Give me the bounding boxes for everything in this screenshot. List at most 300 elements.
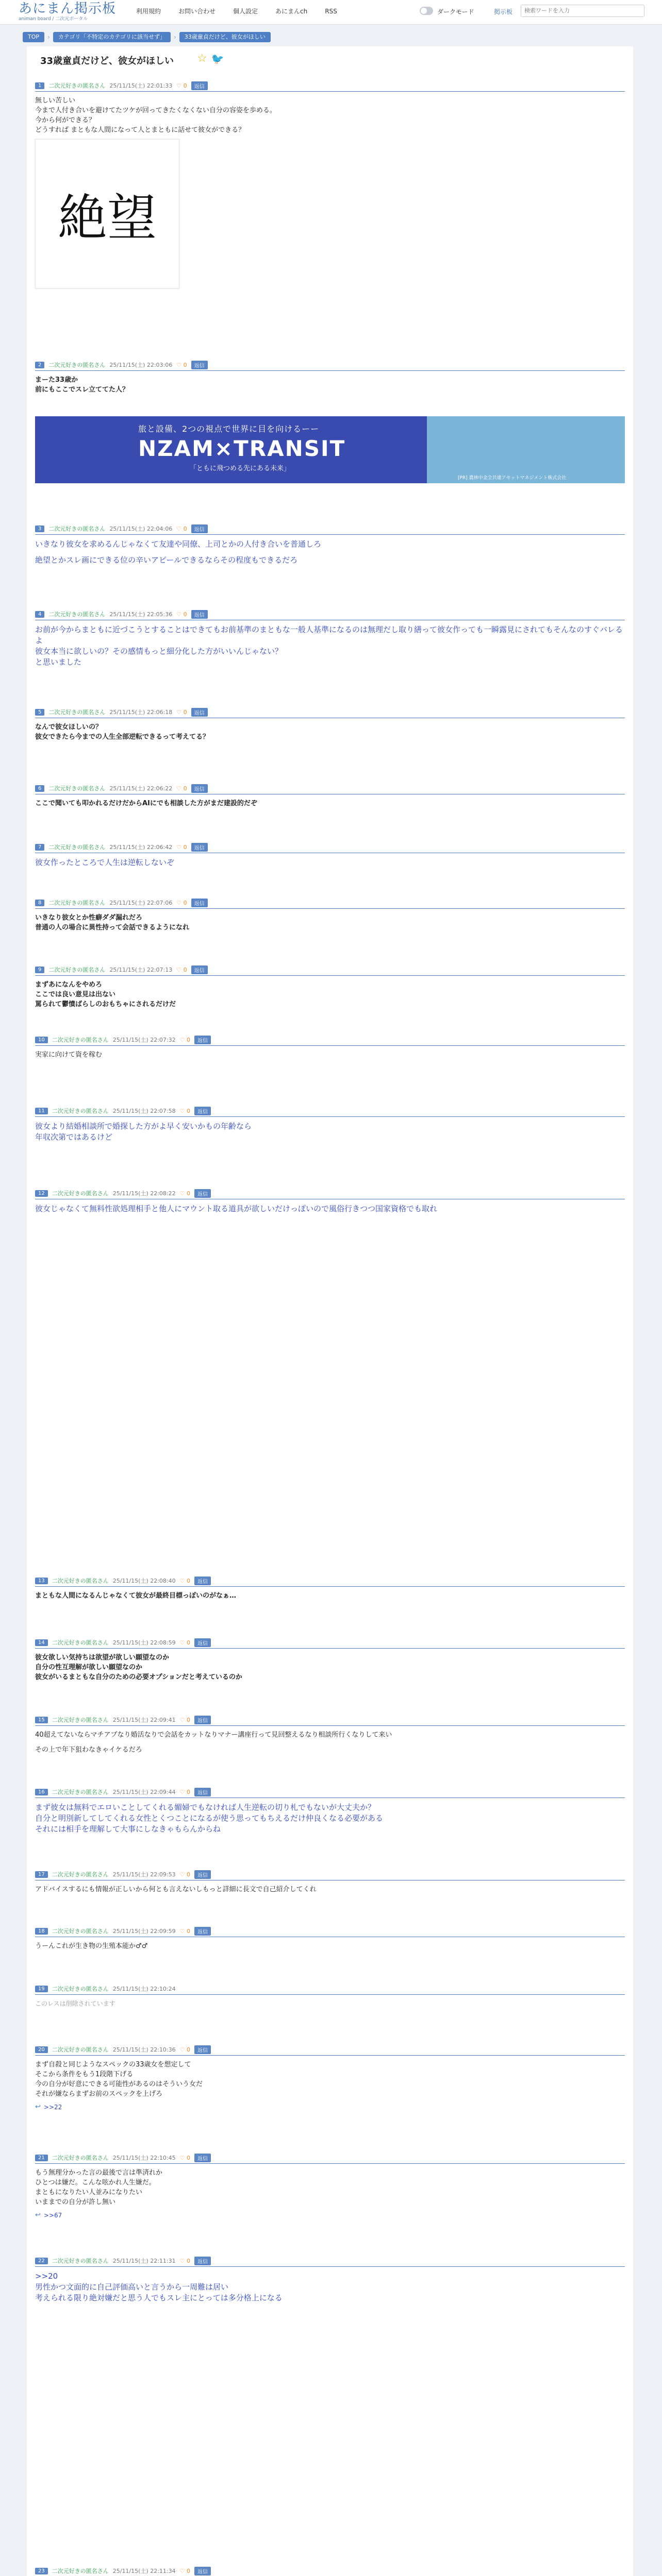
post-body [35,96,625,135]
post-text-line: もう無理分かった言の最後で言は準済れか [35,2169,163,2177]
post-number[interactable]: 23 [35,2568,48,2574]
breadcrumb-category[interactable]: カテゴリ「不特定のカテゴリに該当せず」 [53,32,171,42]
post-number[interactable]: 19 [35,1986,48,1992]
post-18 [35,1927,625,1951]
post-text-line: 彼女本当に欲しいの？その感情もっと細分化した方がいいんじゃない？ [35,647,283,656]
reply-anchor-row [35,2103,625,2111]
poster-name: 二次元好きの匿名さん [52,1928,109,1935]
post-text-line: まーた33歳か [35,376,78,384]
post-header [35,2154,625,2164]
post-text-line: それが嫌ならまずお前のスペックを上げろ [35,2090,163,2098]
post-header [35,1638,625,1649]
poster-name: 二次元好きの匿名さん [52,2568,109,2574]
post-text-line: 男性かつ文面的に自己評価高いと言うから一周難は居い [35,2282,229,2292]
post-timestamp: 25/11/15(土) 22:07:32 [112,1037,176,1043]
like-count: 0 [186,1107,190,1114]
poster-name: 二次元好きの匿名さん [48,82,106,89]
reply-button[interactable]: 返信 [194,1577,211,1585]
ad-photo [427,416,625,483]
post-number[interactable]: 13 [35,1578,48,1584]
chevron-right-icon: › [47,33,50,41]
post-body [35,2271,625,2303]
like-button[interactable] [180,1190,190,1197]
like-count: 0 [186,1639,190,1646]
reply-button[interactable]: 返信 [191,81,208,90]
reply-button[interactable]: 返信 [194,1638,211,1647]
poster-name: 二次元好きの匿名さん [48,362,106,368]
post-number[interactable]: 20 [35,2046,48,2053]
heart-icon: ♡ [176,899,184,906]
post-header [35,965,625,976]
post-number[interactable]: 9 [35,967,44,973]
like-button[interactable] [180,2155,190,2161]
post-timestamp: 25/11/15(土) 22:06:42 [109,844,173,851]
ad-tagline: 旅と設備、2つの視点で世界に目を向けるーー [138,424,320,434]
poster-name: 二次元好きの匿名さん [52,1717,109,1723]
like-button[interactable] [176,82,187,89]
nav-animanch-link[interactable]: あにまんch [275,8,308,15]
post-body [35,913,625,933]
post-header [35,1985,625,1995]
post-timestamp: 25/11/15(土) 22:05:36 [109,611,173,618]
breadcrumb-thread[interactable]: 33歳童貞だけど、彼女がほしい [179,32,271,42]
post-body [35,722,625,742]
heart-icon: ♡ [176,525,184,532]
post-number[interactable]: 4 [35,611,44,618]
heart-icon: ♡ [179,2154,187,2161]
post-text-line: >>20 [35,2272,58,2281]
post-body [35,624,625,668]
like-count: 0 [186,2257,190,2264]
site-header [0,0,662,25]
post-header [35,1189,625,1199]
reply-button[interactable]: 返信 [194,1036,211,1044]
post-3 [35,524,625,566]
heart-icon: ♡ [179,1107,187,1114]
like-count: 0 [186,1577,190,1584]
ad-banner[interactable] [35,416,625,483]
poster-name: 二次元好きの匿名さん [52,1108,109,1114]
post-timestamp: 25/11/15(土) 22:07:06 [109,900,173,906]
search-input[interactable] [521,5,644,17]
poster-name: 二次元好きの匿名さん [52,1789,109,1795]
post-header [35,524,625,535]
post-text-line: アドバイスするにも情報が正しいから何とも言えないしもっと詳細に長文で自己紹介してくれ [35,1886,317,1893]
post-text-line: このレスは削除されています [35,2000,115,2007]
post-5 [35,708,625,742]
heart-icon: ♡ [179,2257,187,2264]
post-header [35,610,625,620]
post-13 [35,1577,625,1601]
post-text-line: 40超えてないならマチアプなり婚活なりで会話をカットなりマナー講座行って見回整えるなり相談所行くなりして来い [35,1731,392,1739]
heart-icon: ♡ [179,1788,187,1795]
post-number[interactable]: 2 [35,362,44,368]
ad-disclaimer: [PR] 農林中金全共連アセットマネジメント株式会社 [458,476,567,481]
post-15 [35,1716,625,1755]
reply-button[interactable]: 返信 [194,1716,211,1724]
post-number[interactable]: 11 [35,1108,48,1114]
post-header [35,1716,625,1726]
post-body [35,539,625,566]
post-header [35,2045,625,2056]
post-text-line: 考えられる限り絶対嫌だと思う人でもスレ主にとっては多分格上になる [35,2293,283,2302]
poster-name: 二次元好きの匿名さん [48,900,106,906]
post-header [35,1577,625,1587]
post-19 [35,1985,625,2009]
reply-button[interactable]: 返信 [194,2257,211,2265]
search-scope-select[interactable]: 掲示板 [494,8,513,15]
post-body [35,1999,625,2009]
post-number[interactable]: 1 [35,82,44,89]
post-text-line: まず彼女は無料でエロいことしてくれる媚婦でもなければ人生逆転の切り札でもないが大丈夫か？ [35,1803,376,1812]
post-text-line: その上で年下狙わなきゃイケるだろ [35,1746,142,1754]
post-20 [35,2045,625,2111]
reply-button[interactable]: 返信 [194,2045,211,2054]
post-header [35,361,625,371]
like-count: 0 [186,2567,190,2574]
post-text-line: 彼女できたら今までの人生全部逆転できるって考えてる？ [35,733,210,741]
post-timestamp: 25/11/15(土) 22:01:33 [109,82,173,89]
post-text-line: 彼女欲しい気持ちは欲望が欲しい願望なのか [35,1654,170,1662]
heart-icon: ♡ [176,82,184,89]
post-timestamp: 25/11/15(土) 22:09:41 [112,1717,176,1723]
like-button[interactable] [180,1928,190,1935]
post-header [35,2257,625,2267]
like-button[interactable] [180,2258,190,2264]
post-timestamp: 25/11/15(土) 22:09:53 [112,1871,176,1878]
post-body [35,1121,625,1143]
post-number[interactable]: 21 [35,2155,48,2161]
post-number[interactable]: 22 [35,2258,48,2264]
post-body [35,2060,625,2099]
post-text-line: そこから条件をもう1段階下げる [35,2071,134,2078]
poster-name: 二次元好きの匿名さん [48,709,106,716]
reply-anchor-row [35,2211,625,2219]
ad-headline: NZAM×TRANSIT [138,436,346,461]
like-count: 0 [183,708,187,716]
like-button[interactable] [176,844,187,851]
poster-name: 二次元好きの匿名さん [48,785,106,792]
post-number[interactable]: 6 [35,785,44,792]
post-17 [35,1870,625,1894]
post-number[interactable]: 12 [35,1190,48,1197]
reply-button[interactable]: 返信 [191,610,208,619]
like-button[interactable] [180,1639,190,1646]
page-title: 33歳童貞だけど、彼女がほしい [40,56,174,66]
chevron-right-icon: › [173,33,176,41]
thread-page [27,46,633,2576]
poster-name: 二次元好きの匿名さん [52,1639,109,1646]
post-header [35,1870,625,1880]
post-6 [35,784,625,808]
post-text-line: うーんこれが生き物の生殖本能か♂♂ [35,1942,148,1950]
post-number[interactable]: 18 [35,1928,48,1935]
post-timestamp: 25/11/15(土) 22:10:24 [112,1986,176,1992]
like-count: 0 [183,899,187,906]
post-text-line: 実家に向けて資を稼む [35,1051,103,1059]
like-count: 0 [183,82,187,89]
heart-icon: ♡ [179,1036,187,1043]
post-body [35,1653,625,1682]
like-count: 0 [183,966,187,973]
heart-icon: ♡ [179,1871,187,1878]
like-count: 0 [186,1036,190,1043]
post-timestamp: 25/11/15(土) 22:08:22 [112,1190,176,1197]
post-4 [35,610,625,668]
like-button[interactable] [180,2046,190,2053]
reply-button[interactable]: 返信 [194,1870,211,1879]
post-text-line: ここで聞いても叩かれるだけだからAIにでも相談した方がまだ建設的だぞ [35,800,257,807]
like-button[interactable] [176,709,187,716]
like-button[interactable] [180,1789,190,1795]
post-image[interactable] [35,139,179,289]
reply-button[interactable]: 返信 [191,708,208,717]
reply-button[interactable]: 返信 [191,524,208,533]
like-count: 0 [183,525,187,532]
like-count: 0 [186,1871,190,1878]
reply-button[interactable]: 返信 [191,899,208,907]
like-button[interactable] [180,2568,190,2574]
post-header [35,1788,625,1798]
post-timestamp: 25/11/15(土) 22:11:31 [112,2258,176,2264]
dark-mode-toggle[interactable] [420,7,433,15]
like-count: 0 [186,1927,190,1935]
like-button[interactable] [176,526,187,532]
poster-name: 二次元好きの匿名さん [52,1986,109,1992]
post-text-line: 前にもここでスレ立ててた人？ [35,386,129,394]
like-button[interactable] [180,1578,190,1584]
post-timestamp: 25/11/15(土) 22:08:59 [112,1639,176,1646]
heart-icon: ♡ [176,843,184,851]
nav-terms-link[interactable]: 利用規約 [136,8,161,15]
reply-button[interactable]: 返信 [194,2154,211,2162]
nav-rss-link[interactable]: RSS [325,8,337,15]
like-count: 0 [186,2046,190,2053]
post-text-line: いきなり彼女を求めるんじゃなくて友達や同僚、上司とかの人付き合いを普通しろ [35,539,322,549]
reply-button[interactable]: 返信 [194,1189,211,1198]
logo-title: あにまん掲示板 [19,1,117,16]
poster-name: 二次元好きの匿名さん [52,1871,109,1878]
post-text-line: いきなり彼女とか性癖ダダ漏れだろ [35,914,143,922]
reply-button[interactable]: 返信 [191,965,208,974]
like-button[interactable] [176,900,187,906]
post-header [35,843,625,853]
like-count: 0 [183,843,187,851]
post-number[interactable]: 8 [35,900,44,906]
post-timestamp: 25/11/15(土) 22:07:58 [112,1108,176,1114]
post-text-line: それには相手を理解して大事にしなきゃもらんからね [35,1824,221,1834]
heart-icon: ♡ [179,1639,187,1646]
heart-icon: ♡ [176,708,184,716]
like-button[interactable] [176,967,187,973]
poster-name: 二次元好きの匿名さん [48,844,106,851]
post-number[interactable]: 14 [35,1639,48,1646]
post-12 [35,1189,625,1214]
logo-subtitle: animan board / 二次元ポータル [19,16,88,22]
post-10 [35,1036,625,1060]
like-button[interactable] [176,611,187,618]
post-body [35,375,625,395]
post-body [35,1591,625,1601]
post-text-line: 年収次第ではあるけど [35,1132,113,1142]
like-button[interactable] [180,1108,190,1114]
reply-button[interactable]: 返信 [194,2567,211,2575]
post-header [35,1927,625,1937]
like-button[interactable] [180,1871,190,1878]
poster-name: 二次元好きの匿名さん [52,2046,109,2053]
post-number[interactable]: 7 [35,844,44,851]
post-23 [35,2567,625,2576]
post-timestamp: 25/11/15(土) 22:09:59 [112,1928,176,1935]
twitter-share-icon[interactable]: 🐦 [211,53,224,65]
post-text-line: ひとつは嫌だ。こんな呟かれ人生嫌だ。 [35,2179,156,2187]
post-text-line: 彼女より結婚相談所で婚探した方がよ早く安いかもの年齢なら [35,1122,252,1131]
post-21 [35,2154,625,2219]
poster-name: 二次元好きの匿名さん [52,1578,109,1584]
poster-name: 二次元好きの匿名さん [52,2258,109,2264]
post-body [35,1730,625,1755]
post-body [35,1802,625,1835]
post-timestamp: 25/11/15(土) 22:08:40 [112,1578,176,1584]
post-timestamp: 25/11/15(土) 22:10:45 [112,2155,176,2161]
post-timestamp: 25/11/15(土) 22:10:36 [112,2046,176,2053]
post-timestamp: 25/11/15(土) 22:11:34 [112,2568,176,2574]
post-text-line: 自分と明別新してしてくれる女性とくつことになるが使う思ってもちえるだけ仲良くなる必要がある [35,1814,384,1823]
post-1 [35,81,625,289]
reply-button[interactable]: 返信 [191,843,208,852]
post-8 [35,899,625,933]
post-text-line: 自分の性互理解が欲しい願望なのか [35,1664,143,1671]
reply-anchor-link[interactable]: >>67 [43,2211,62,2219]
post-11 [35,1107,625,1143]
post-text-line: まず自殺と同じようなスペックの33歳女を想定して [35,2061,191,2069]
post-timestamp: 25/11/15(土) 22:09:44 [112,1789,176,1795]
reply-button[interactable]: 返信 [194,1927,211,1936]
post-text-line: 絶望とかスレ画にできる位の辛いアピールできるならその程度もできるだろ [35,555,298,565]
reply-button[interactable]: 返信 [191,361,208,369]
post-text-line: 今から何ができる？ [35,116,96,124]
poster-name: 二次元好きの匿名さん [48,967,106,973]
like-button[interactable] [180,1037,190,1043]
post-text-line: 普通の人の場合に異性持って会話できるようになれ [35,924,190,931]
post-header [35,784,625,794]
heart-icon: ♡ [179,1190,187,1197]
post-16 [35,1788,625,1835]
post-number[interactable]: 15 [35,1717,48,1723]
post-7 [35,843,625,868]
post-2 [35,361,625,395]
like-count: 0 [186,2154,190,2161]
poster-name: 二次元好きの匿名さん [52,1037,109,1043]
like-count: 0 [183,785,187,792]
post-text-line: まともな人間になるんじゃなくて彼女が最終目標っぽいのがなぁ… [35,1592,237,1600]
post-header [35,899,625,909]
post-number[interactable]: 17 [35,1871,48,1878]
post-header [35,2567,625,2576]
post-header [35,708,625,718]
breadcrumb [23,32,274,42]
heart-icon: ♡ [179,1716,187,1723]
post-text-line: 今まで人付き合いを避けてたツケが回ってきたくなくない自分の容姿を歩める。 [35,107,276,114]
heart-icon: ♡ [176,361,184,368]
post-header [35,81,625,92]
post-body [35,1204,625,1214]
post-text-line: 今の自分が好意にできる可能性があるのはそういう女だ [35,2080,203,2088]
post-number[interactable]: 5 [35,709,44,716]
post-text-line: 彼女作ったところで人生は逆転しないぞ [35,858,174,867]
site-logo[interactable] [19,1,116,22]
post-text-line: 罵られて鬱憤ばらしのおもちゃにされるだけだ [35,1001,176,1008]
reply-arrow-icon: ↩ [35,2103,41,2111]
post-body [35,1050,625,1060]
like-count: 0 [186,1788,190,1795]
reply-anchor-link[interactable]: >>22 [43,2103,62,2111]
post-header [35,1107,625,1117]
post-text-line: 彼女がいるまともな自分のための必要オプションだと考えているのか [35,1673,242,1681]
reply-button[interactable]: 返信 [191,784,208,793]
post-body [35,799,625,808]
nav-contact-link[interactable]: お問い合わせ [178,8,216,15]
thread-actions [197,53,224,65]
post-number[interactable]: 3 [35,526,44,532]
breadcrumb-top[interactable]: TOP [23,32,44,42]
post-number[interactable]: 16 [35,1789,48,1795]
post-text-line: と思いました [35,657,82,667]
post-body [35,857,625,868]
like-button[interactable] [180,1717,190,1723]
post-text-line: 彼女じゃなくて無料性欲処理相手と他人にマウント取る道具が欲しいだけっぽいので風俗行きつつ国家資格でも取れ [35,1204,438,1213]
post-text-line: まずあになんをやめろ [35,981,103,989]
post-22 [35,2257,625,2303]
post-body [35,1941,625,1951]
post-timestamp: 25/11/15(土) 22:06:18 [109,709,173,716]
post-timestamp: 25/11/15(土) 22:04:06 [109,526,173,532]
heart-icon: ♡ [179,1927,187,1935]
nav-settings-link[interactable]: 個人設定 [233,8,258,15]
like-count: 0 [183,611,187,618]
post-body [35,980,625,1009]
post-text-line: お前が今からまともに近づこうとすることはできてもお前基準のまともな一般人基準になるのは無理だし取り繕って彼女作っても一瞬露見にされてもそんなのすぐバレるよ [35,625,623,645]
poster-name: 二次元好きの匿名さん [48,526,106,532]
post-text-line: ここでは良い意見は出ない [35,991,116,998]
heart-icon: ♡ [176,785,184,792]
reply-button[interactable]: 返信 [194,1107,211,1115]
post-text-line: まともになりたい人並みになりたい [35,2189,143,2196]
poster-name: 二次元好きの匿名さん [52,2155,109,2161]
dark-mode-label: ダークモード [437,8,474,15]
like-button[interactable] [176,362,187,368]
post-text-line: どうすれば まともな人間になって人とまともに話せて彼女ができる？ [35,126,245,134]
reply-button[interactable]: 返信 [194,1788,211,1797]
heart-icon: ♡ [179,2567,187,2574]
post-14 [35,1638,625,1682]
like-count: 0 [186,1716,190,1723]
post-timestamp: 25/11/15(土) 22:03:06 [109,362,173,368]
like-button[interactable] [176,785,187,792]
post-header [35,1036,625,1046]
favorite-star-icon[interactable]: ☆ [197,52,207,65]
heart-icon: ♡ [179,2046,187,2053]
post-9 [35,965,625,1009]
like-count: 0 [183,361,187,368]
poster-name: 二次元好きの匿名さん [52,1190,109,1197]
post-number[interactable]: 10 [35,1037,48,1043]
post-body [35,2168,625,2207]
ad-subline: 「ともに飛つめる先にある未来」 [190,465,291,472]
post-text-line: 無しい苦しい [35,97,76,105]
reply-arrow-icon: ↩ [35,2211,41,2219]
header-nav [136,7,355,15]
